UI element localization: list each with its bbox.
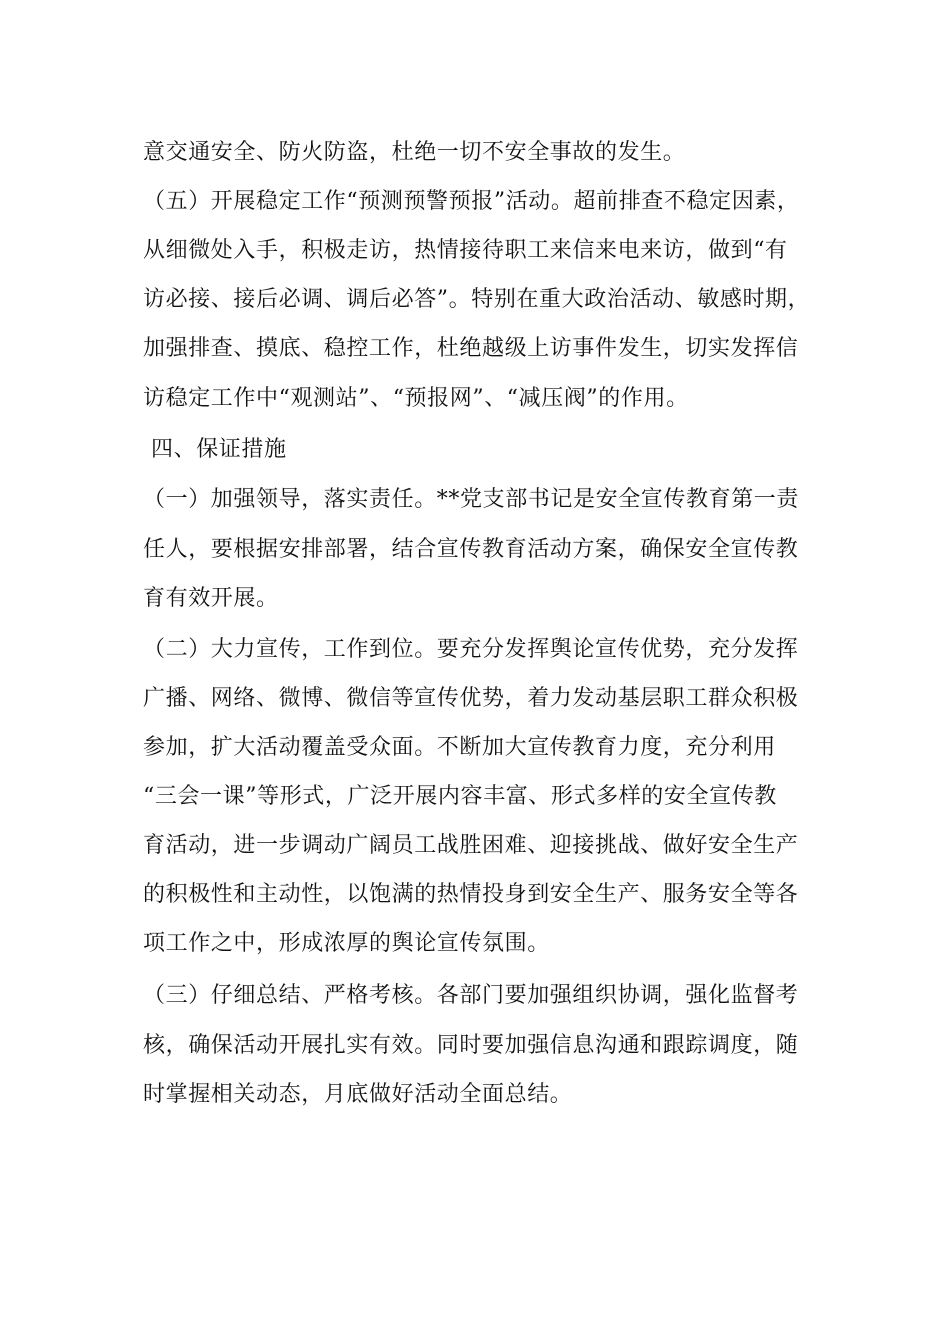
body-text-line: “三会一课”等形式，广泛开展内容丰富、形式多样的安全宣传教 [143,784,777,809]
body-text-line: 访稳定工作中“观测站”、“预报网”、“减压阀”的作用。 [143,386,689,411]
body-text-line: 项工作之中，形成浓厚的舆论宣传氛围。 [143,931,550,956]
body-text-line: （一）加强领导，落实责任。**党支部书记是安全宣传教育第一责 [143,487,800,512]
body-text-line: 访必接、接后必调、调后必答”。特别在重大政治活动、敏感时期， [143,287,811,312]
body-text-line: 育有效开展。 [143,586,279,611]
body-text-line: 广播、网络、微博、微信等宣传优势，着力发动基层职工群众积极 [143,686,799,711]
body-text-line: 核，确保活动开展扎实有效。同时要加强信息沟通和跟踪调度，随 [143,1033,799,1058]
body-text-line: 从细微处入手，积极走访，热情接待职工来信来电来访，做到“有 [143,238,788,263]
body-text-line: 加强排查、摸底、稳控工作，杜绝越级上访事件发生，切实发挥信 [143,336,799,361]
body-text-line: 任人，要根据安排部署，结合宣传教育活动方案，确保安全宣传教 [143,537,799,562]
body-text-line: （三）仔细总结、严格考核。各部门要加强组织协调，强化监督考 [143,983,799,1008]
body-text-line: （二）大力宣传，工作到位。要充分发挥舆论宣传优势，充分发挥 [143,637,799,662]
body-text-line: 参加，扩大活动覆盖受众面。不断加大宣传教育力度，充分利用 [143,735,776,760]
body-text-line: 时掌握相关动态，月底做好活动全面总结。 [143,1082,573,1107]
body-text-line: （五）开展稳定工作“预测预警预报”活动。超前排查不稳定因素， [143,189,800,214]
section-heading: 四、保证措施 [151,437,287,462]
body-text-line: 的积极性和主动性，以饱满的热情投身到安全生产、服务安全等各 [143,882,799,907]
body-text-line: 育活动，进一步调动广阔员工战胜困难、迎接挑战、做好安全生产 [143,833,799,858]
body-text-line: 意交通安全、防火防盗，杜绝一切不安全事故的发生。 [143,140,686,165]
